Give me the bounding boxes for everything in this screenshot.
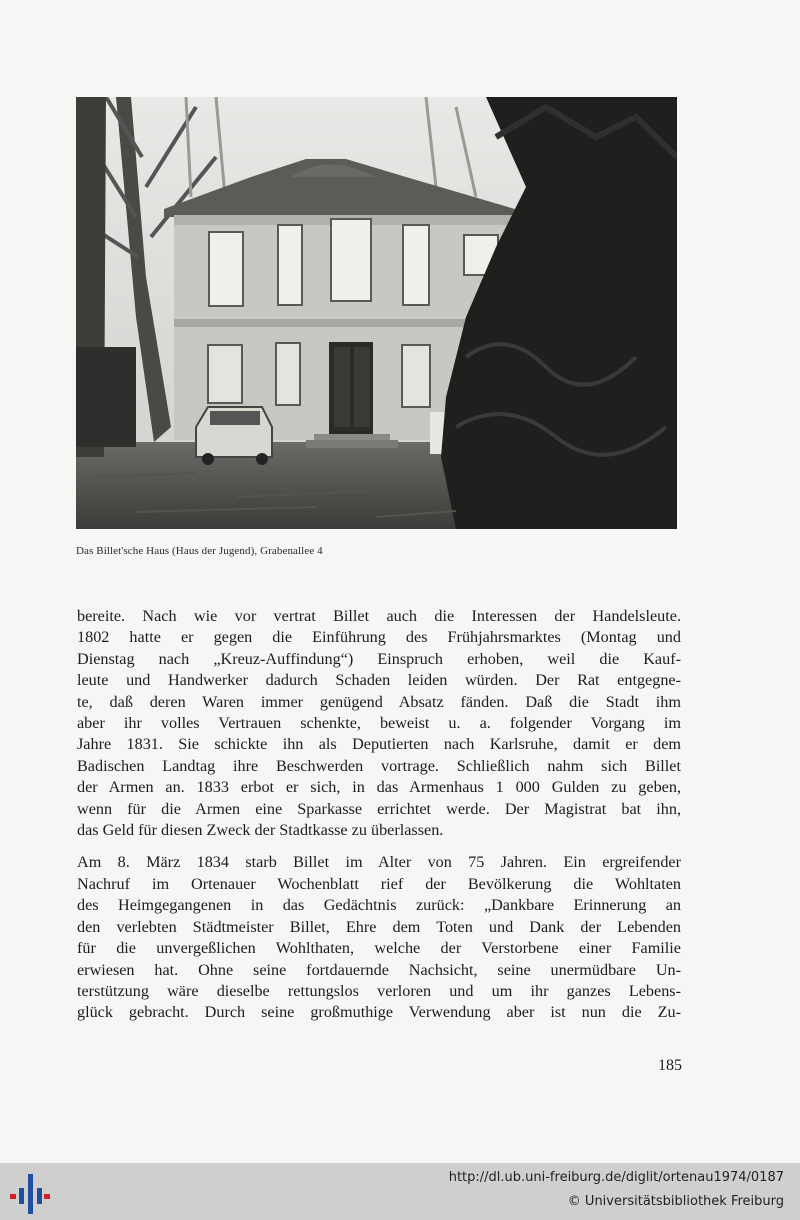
text-line: Dienstag nach „Kreuz-Auffindung“) Einspruch erhoben, weil die Kauf-	[77, 649, 681, 668]
text-line: Am 8. März 1834 starb Billet im Alter von 75 Jahren. Ein ergreifender	[77, 853, 681, 872]
copyright-notice: © Universitätsbibliothek Freiburg	[567, 1194, 784, 1209]
ub-freiburg-logo-icon[interactable]	[10, 1174, 50, 1214]
text-line: Jahre 1831. Sie schickte ihn als Deputierten nach Karlsruhe, damit er dem	[77, 735, 681, 754]
text-line: erwiesen hat. Ohne seine fortdauernde Nachsicht, seine unermüdbare Un-	[77, 960, 681, 979]
page-number: 185	[658, 1057, 682, 1074]
text-line: 1802 hatte er gegen die Einführung des Frühjahrsmarktes (Montag und	[77, 628, 681, 647]
paragraph-1	[77, 606, 681, 841]
text-line: wenn für die Armen eine Sparkasse errichtet werde. Der Magistrat bat ihn,	[77, 799, 681, 818]
text-line: glück gebracht. Durch seine großmuthige Verwendung aber ist nun die Zu-	[77, 1003, 681, 1022]
text-line: der Armen an. 1833 erbot er sich, in das Armenhaus 1 000 Gulden zu geben,	[77, 778, 681, 797]
text-line: te, daß deren Waren immer genügend Absatz fänden. Daß die Stadt ihm	[77, 692, 681, 711]
text-line: leute und Handwerker dadurch Schaden leiden würden. Der Rat entgegne-	[77, 671, 681, 690]
text-line: das Geld für diesen Zweck der Stadtkasse zu überlassen.	[77, 821, 444, 840]
text-line: Nachruf im Ortenauer Wochenblatt rief der Bevölkerung die Wohltaten	[77, 874, 681, 893]
text-line: aber ihr volles Vertrauen schenkte, beweist u. a. folgender Vorgang im	[77, 714, 681, 733]
viewer-footer	[0, 1163, 800, 1220]
permalink-url[interactable]: http://dl.ub.uni-freiburg.de/diglit/ortenau1974/0187	[448, 1170, 784, 1185]
article-body	[77, 606, 681, 1024]
text-line: Badischen Landtag ihre Beschwerden vortrage. Schließlich nahm sich Billet	[77, 756, 681, 775]
house-photograph	[76, 97, 677, 529]
text-line: des Heimgegangenen in das Gedächtnis zurück: „Dankbare Erinnerung an	[77, 896, 681, 915]
paragraph-2	[77, 852, 681, 1023]
text-line: terstützung wäre dieselbe rettungslos verloren und um ihr ganzes Lebens-	[77, 981, 681, 1000]
photo-caption: Das Billet'sche Haus (Haus der Jugend), Grabenallee 4	[76, 545, 323, 557]
text-line: bereite. Nach wie vor vertrat Billet auch die Interessen der Handelsleute.	[77, 607, 681, 625]
text-line: für die unvergeßlichen Wohlthaten, welche der Verstorbene einer Familie	[77, 939, 681, 958]
text-line: den verlebten Städtmeister Billet, Ehre dem Toten und Dank der Lebenden	[77, 917, 681, 936]
